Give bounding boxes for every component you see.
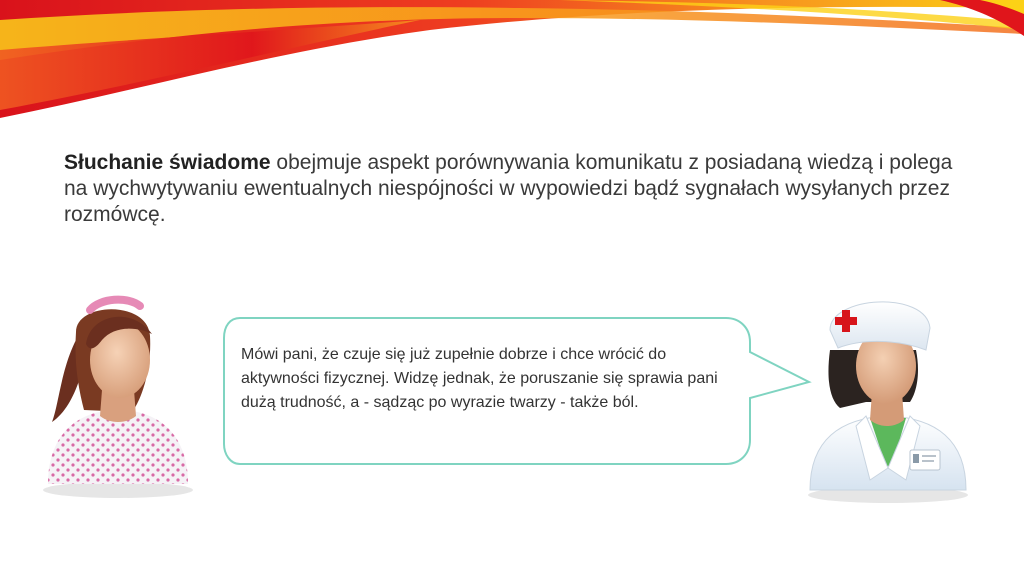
nurse-avatar-icon [800,290,975,505]
paragraph-bold-term: Słuchanie świadome [64,151,271,174]
decorative-banner [0,0,1024,125]
main-paragraph [64,150,964,228]
paragraph-body: obejmuje aspekt porównywania komunikatu z posiadaną wiedzą i polega na wychwytywaniu ewentualnych niespójności w wypowiedzi bądź sygnałach wysyłanych przez rozmówcę. [64,151,953,226]
patient-avatar-icon [40,292,200,502]
speech-bubble-text: Mówi pani, że czuje się już zupełnie dobrze i chce wrócić do aktywności fizycznej. Widzę jednak, że poruszanie się sprawia pani dużą trudność, a - sądząc po wyrazie twarzy - także ból. [241,346,718,411]
